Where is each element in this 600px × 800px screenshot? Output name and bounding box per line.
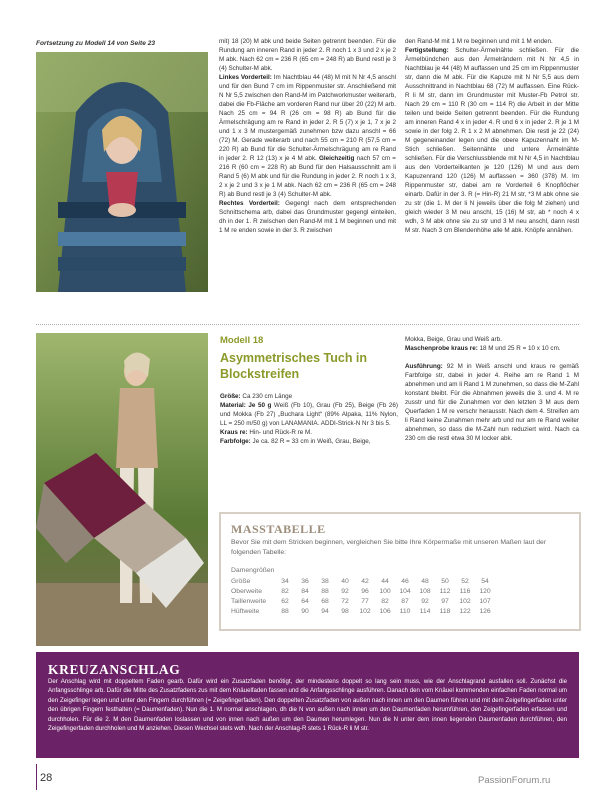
col2-p3-bold: Rechtes Vorderteil: (219, 200, 280, 207)
size-cell: 72 (341, 597, 349, 605)
page-number: 28 (40, 772, 53, 784)
size-cell: 102 (459, 597, 471, 605)
size-table-title: MASSTABELLE (231, 522, 326, 536)
col3-p1-bold: Fertigstellung: (405, 47, 449, 54)
size-cell: 104 (399, 587, 411, 595)
size-cell: 34 (281, 577, 289, 585)
size-cell: 84 (301, 587, 309, 595)
col3-text (405, 37, 579, 235)
size-table-row (231, 576, 495, 586)
page-number-rule (36, 764, 37, 790)
m1-p1-bold: Material: Je 50 g (220, 402, 272, 409)
m1-p0-bold: Größe: (220, 393, 241, 400)
m1-p3-bold: Farbfolge: (220, 438, 251, 445)
size-cell: 64 (301, 597, 309, 605)
m1-p3: Je ca. 82 R = 33 cm in Weiß, Grau, Beige, (250, 438, 371, 445)
m2-p2-bold: Ausführung: (405, 363, 443, 370)
size-cell: 120 (479, 587, 491, 595)
size-table-subtitle: Damengrößen (231, 567, 275, 574)
size-cell: 82 (281, 587, 289, 595)
size-cell: 112 (439, 587, 451, 595)
size-table (231, 567, 495, 616)
m2-p0: Mokka, Beige, Grau und Weiß arb. (405, 336, 502, 343)
size-row-label: Größe (231, 577, 251, 585)
m2-p1: 18 M und 25 R = 10 x 10 cm. (477, 345, 561, 352)
size-cell: 102 (359, 607, 371, 615)
col2-p2-bold: Gleichzeitig (319, 155, 355, 162)
size-cell: 92 (341, 587, 349, 595)
size-cell: 98 (341, 607, 349, 615)
size-table-row (231, 606, 495, 616)
size-cell: 48 (421, 577, 429, 585)
size-cell: 82 (381, 597, 389, 605)
model-col1 (220, 392, 398, 446)
col3-p1: Schulter-Ärmelnähte schließen. Für die Ärmelbündchen aus den Ärmelrändern mit N Nr 4,5 in Nachtblau je 44 (48) M auffassen und 25 cm im Rippenmuster str, dann die M abk. Für die Kapuze mit N Nr 5,5 aus dem Ausschnittrand in Nachtblau 68 (72) M auffassen. Eine Rück-R li M str, dann im Grundmuster mit Muster-Fb Petrol str. Nach 29 cm = 110 R (30 cm = 114 R) die Arbeit in der Mitte teilen und beide Seiten getrennt beenden. Für die Rundung am inneren Rand 4 x in jeder 4. R und 6 x in jeder 2. R je 1 M sowie in der folg 2. R 1 x 2 M abnehmen. Die restl je 22 (24) M gegeneinander legen und die obere Kapuzennaht im M-Stich schließen. Seitennähte und untere Ärmelnähte schließen. Für die Verschlussblende mit N Nr 4,5 in Nachtblau aus den Vorderteilkanten je 120 (126) M und aus dem Kapuzenrand 120 (126) M auffassen = 360 (378) M. Im Rippenmuster str, dabei am re Vorderteil 6 Knopflöcher einarb. Dafür in der 3. R (= Hin-R) 21 M str, *3 M abk ohne sie zu str (die 1. M der li N jeweils über die folg M ziehen) und gleich wieder 3 M neu anschl, 15 (16) M str, ab * noch 4 x wdh, 3 M abk ohne sie zu str und 3 M neu anschl, dann restl M str. Nach 3 cm Blendenhöhe alle M abk. Knöpfe annähen. (405, 47, 579, 234)
size-cell: 87 (401, 597, 409, 605)
m1-p0: Ca 230 cm Länge (240, 393, 293, 400)
size-cell: 92 (421, 597, 429, 605)
size-cell: 126 (479, 607, 491, 615)
m2-p1-bold: Maschenprobe kraus re: (405, 345, 478, 352)
size-cell: 52 (461, 577, 469, 585)
m2-p2: 92 M in Weiß anschl und kraus re gemäß Farbfolge str, dabei in jeder 4. Reihe am re Rand 1 M abnehmen und am li Rand 1 M zunehmen, so dass die M-Zahl konstant bleibt. Für die Abnahmen jeweils die 3. und 4. M re zusstr und für die Zunahmen vor den letzten 3 M aus dem Querfaden 1 M re verschr herausstr. Nach dem 4. Streifen am li Rand keine Zunahmen mehr arb und nur am re Rand weiter abnehmen, so dass die M-Zahl nun reduziert wird. Nach ca 230 cm die restl etwa 30 M locker abk. (405, 363, 579, 442)
model-title: Asymmetrisches Tuch in Blockstreifen (220, 351, 368, 381)
size-cell: 38 (321, 577, 329, 585)
size-cell: 106 (379, 607, 391, 615)
size-grid (231, 576, 495, 616)
col2-p1-bold: Linkes Vorderteil: (219, 74, 272, 81)
kreuzanschlag-box (36, 652, 579, 758)
size-cell: 77 (361, 597, 369, 605)
size-table-row (231, 596, 495, 606)
continuation-caption: Fortsetzung zu Modell 14 von Seite 23 (36, 40, 156, 47)
size-cell: 90 (301, 607, 309, 615)
size-row-label: Hüftweite (231, 607, 260, 615)
size-cell: 62 (281, 597, 289, 605)
size-cell: 96 (361, 587, 369, 595)
m1-p1: Weiß (Fb 10), Grau (Fb 25), Beige (Fb 26) und Mokka (Fb 27) „Buchara Light“ (89% Alpaka, 11% Nylon, LL = 250 m/50 g) von LANAMANIA. ADDI-Strick-N Nr 3 bis 5. (220, 402, 398, 427)
size-cell: 118 (439, 607, 451, 615)
watermark: PassionForum.ru (478, 775, 551, 786)
col2-text (219, 37, 396, 235)
shawl-photo (36, 333, 208, 646)
size-cell: 110 (399, 607, 411, 615)
size-table-box (219, 512, 581, 631)
size-table-intro: Bevor Sie mit dem Stricken beginnen, vergleichen Sie bitte Ihre Körpermaße mit unseren Maßen laut der folgenden Tabelle: (231, 539, 547, 556)
size-row-label: Oberweite (231, 587, 262, 595)
kreuzanschlag-title: KREUZANSCHLAG (48, 662, 181, 677)
size-cell: 42 (361, 577, 369, 585)
col3-p0: den Rand-M mit 1 M re beginnen und mit 1 M enden. (405, 38, 553, 45)
size-cell: 116 (459, 587, 471, 595)
size-cell: 54 (481, 577, 489, 585)
col2-p1: Im Nachtblau 44 (48) M mit N Nr 4,5 anschl und für den Bund 7 cm im Rippenmuster str. Anschließend mit N Nr 5,5 zwischen den Rand-M im Patchworkmuster weiterarb, dabei die Fb-Fläche am vorderen Rand nur über 20 (22) M arb. Nach 25 cm = 94 R (26 cm = 98 R) ab Bund für die Ärmelschrägung am re Rand in jeder 2. R 5 (7) x je 1, 7 x je 2 und 1 x 3 M mustergemäß zunehmen bzw dazu anschl = 66 (72) M. Gerade weiterarb und nach 55 cm = 210 R (57,5 cm = 220 R) ab Bund für die Schulter-Ärmelschrägung am re Rand in jeder 2. R 12 (13) x je 4 M abk. (219, 74, 396, 162)
size-cell: 94 (321, 607, 329, 615)
kreuzanschlag-text: Der Anschlag wird mit doppeltem Faden gearb. Dafür wird ein Zusatzfaden benötigt, der mindestens doppelt so lang sein muss, wie der Anschlagrand ausfallen soll. Zunächst die Anfangsschlinge arb. Dafür die Mitte des Zusatzfadens zus mit dem Knäuelfaden fassen und die Anfangsschlinge ausführen. Danach den vom Knäuel kommenden einfachen Faden normal um den Zeigefinger legen und unter den Fingern durchführen (= Zeigefingerfaden). Den doppelten Zusatzfaden von außen nach innen um den Daumen führen und mit dem Zeigefingerfaden unter den übrigen Fingern festhalten (= Daumenfaden). Nun die 1. M normal anschlagen, dh die N von außen nach innen um den Daumenfaden herumführen, den Zeigefingerfaden erfassen und durchholen. Für die 2. M den Daumenfaden loslassen und von innen nach außen um den Daumen herumlegen. Nun die N unter dem innen liegenden Daumenfaden durchführen, den Zeigefingerfaden durchholen und M anziehen. Diesen Wechsel stets wdh. Nach der Anschlag-R stets 1 Rück-R li M str. (48, 678, 567, 733)
size-cell: 40 (341, 577, 349, 585)
section-divider (36, 324, 579, 325)
model-col2 (405, 335, 579, 443)
size-cell: 44 (381, 577, 389, 585)
size-cell: 114 (419, 607, 431, 615)
size-cell: 108 (419, 587, 431, 595)
m1-p2-bold: Kraus re: (220, 429, 248, 436)
cardigan-photo (36, 52, 208, 292)
size-row-label: Taillenweite (231, 597, 267, 605)
size-cell: 122 (459, 607, 471, 615)
size-cell: 88 (281, 607, 289, 615)
col2-p0: mit) 18 (20) M abk und beide Seiten getrennt beenden. Für die Rundung am inneren Rand in jeder 2. R noch 1 x 3 und 2 x je 2 M abk. Nach 62 cm = 236 R (65 cm = 248 R) ab Bund restl je 3 (4) Schulter-M abk. (219, 38, 396, 72)
size-cell: 36 (301, 577, 309, 585)
size-table-row (231, 586, 495, 596)
size-cell: 107 (479, 597, 491, 605)
col2-p2: nach 57 cm = 216 R (60 cm = 228 R) ab Bund für den Halsausschnitt am li Rand 5 (6) M abk und für die Rundung in jeder 2. R noch 1 x 3, 2 x je 2 und 3 x je 1 M abk. Nach 62 cm = 236 R (65 cm = 248 R) ab Bund restl je 3 (4) Schulter-M abk. (219, 155, 396, 198)
col2-p3: Gegengl nach dem entsprechenden Schnittschema arb, dabei das Grundmuster gegengl einteilen, dh in der 1. R zwischen den Rand-M mit 1 M beginnen und mit 1 M re enden sowie in der 3. R zwischen (219, 200, 396, 234)
m1-p2: Hin- und Rück-R re M. (247, 429, 313, 436)
size-cell: 68 (321, 597, 329, 605)
size-cell: 46 (401, 577, 409, 585)
size-cell: 97 (441, 597, 449, 605)
size-cell: 100 (379, 587, 391, 595)
size-cell: 88 (321, 587, 329, 595)
model-label: Modell 18 (220, 335, 264, 346)
size-cell: 50 (441, 577, 449, 585)
